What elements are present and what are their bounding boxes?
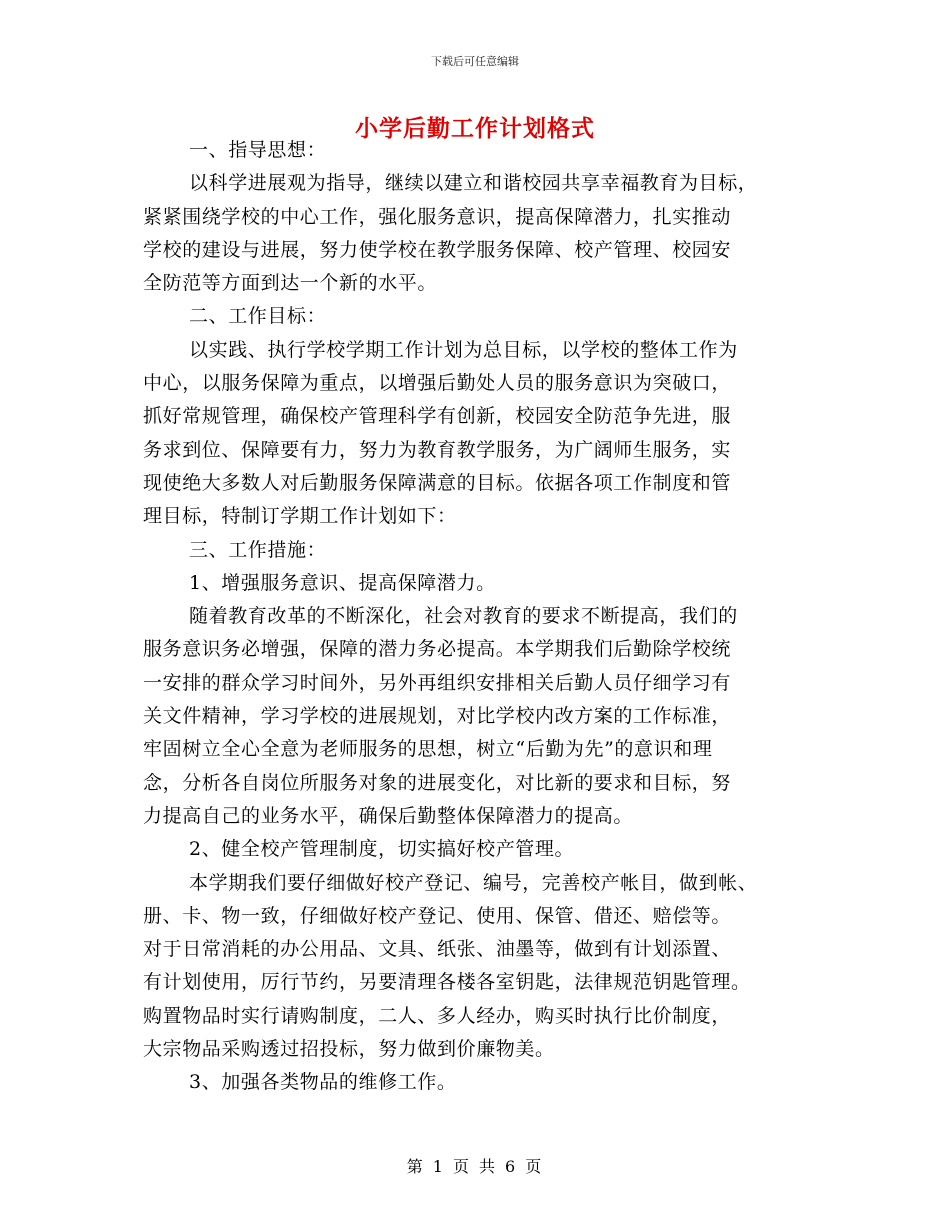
text-line: 2、健全校产管理制度，切实搞好校产管理。 bbox=[189, 838, 575, 861]
text-line: 二、工作目标： bbox=[189, 305, 327, 328]
text-line: 三、工作措施： bbox=[189, 538, 327, 561]
text-line: 中心，以服务保障为重点，以增强后勤处人员的服务意识为突破口， bbox=[143, 372, 732, 395]
text-line: 服务意识务必增强，保障的潜力务必提高。本学期我们后勤除学校统 bbox=[143, 638, 732, 661]
text-line: 念，分析各自岗位所服务对象的进展变化，对比新的要求和目标，努 bbox=[143, 771, 732, 794]
text-line: 1、增强服务意识、提高保障潜力。 bbox=[189, 571, 496, 594]
footer-label-gong: 共 bbox=[479, 1157, 498, 1176]
text-line: 现使绝大多数人对后勤服务保障满意的目标。依据各项工作制度和管 bbox=[143, 471, 732, 494]
text-line: 理目标，特制订学期工作计划如下： bbox=[143, 505, 457, 528]
text-line: 随着教育改革的不断深化，社会对教育的要求不断提高，我们的 bbox=[189, 605, 738, 628]
text-line: 购置物品时实行请购制度，二人、多人经办，购买时执行比价制度， bbox=[143, 1004, 732, 1027]
current-page-number: 1 bbox=[432, 1157, 445, 1176]
text-line: 本学期我们要仔细做好校产登记、编号，完善校产帐目，做到帐、 bbox=[189, 871, 758, 894]
document-title: 小学后勤工作计划格式 bbox=[355, 115, 595, 142]
text-line: 有计划使用，厉行节约，另要清理各楼各室钥匙，法律规范钥匙管理。 bbox=[143, 971, 751, 994]
text-line: 以实践、执行学校学期工作计划为总目标，以学校的整体工作为 bbox=[189, 338, 738, 361]
text-line: 全防范等方面到达一个新的水平。 bbox=[143, 272, 438, 295]
footer-label-ye-2: 页 bbox=[525, 1157, 544, 1176]
text-line: 抓好常规管理，确保校产管理科学有创新，校园安全防范争先进，服 bbox=[143, 405, 732, 428]
total-pages-number: 6 bbox=[505, 1157, 518, 1176]
text-line: 关文件精神，学习学校的进展规划，对比学校内改方案的工作标准， bbox=[143, 705, 732, 728]
text-line: 以科学进展观为指导，继续以建立和谐校园共享幸福教育为目标， bbox=[189, 172, 758, 195]
text-line: 册、卡、物一致，仔细做好校产登记、使用、保管、借还、赔偿等。 bbox=[143, 904, 732, 927]
text-line: 一、指导思想： bbox=[189, 139, 327, 161]
text-line: 对于日常消耗的办公用品、文具、纸张、油墨等，做到有计划添置、 bbox=[143, 938, 732, 961]
text-line: 一安排的群众学习时间外，另外再组织安排相关后勤人员仔细学习有 bbox=[143, 671, 732, 694]
text-line: 牢固树立全心全意为老师服务的思想，树立“后勤为先”的意识和理 bbox=[143, 738, 713, 761]
text-line: 大宗物品采购透过招投标，努力做到价廉物美。 bbox=[143, 1038, 555, 1061]
page-footer bbox=[0, 1154, 950, 1177]
text-line: 3、加强各类物品的维修工作。 bbox=[189, 1071, 457, 1094]
footer-label-di: 第 bbox=[406, 1157, 425, 1176]
text-line: 力提高自己的业务水平，确保后勤整体保障潜力的提高。 bbox=[143, 804, 634, 827]
text-line: 学校的建设与进展，努力使学校在教学服务保障、校产管理、校园安 bbox=[143, 238, 732, 261]
text-line: 紧紧围绕学校的中心工作，强化服务意识，提高保障潜力，扎实推动 bbox=[143, 205, 732, 228]
page-header: 下载后可任意编辑 bbox=[431, 55, 519, 68]
document-body bbox=[143, 134, 813, 1100]
footer-label-ye: 页 bbox=[452, 1157, 471, 1176]
text-line: 务求到位、保障要有力，努力为教育教学服务，为广阔师生服务，实 bbox=[143, 438, 732, 461]
